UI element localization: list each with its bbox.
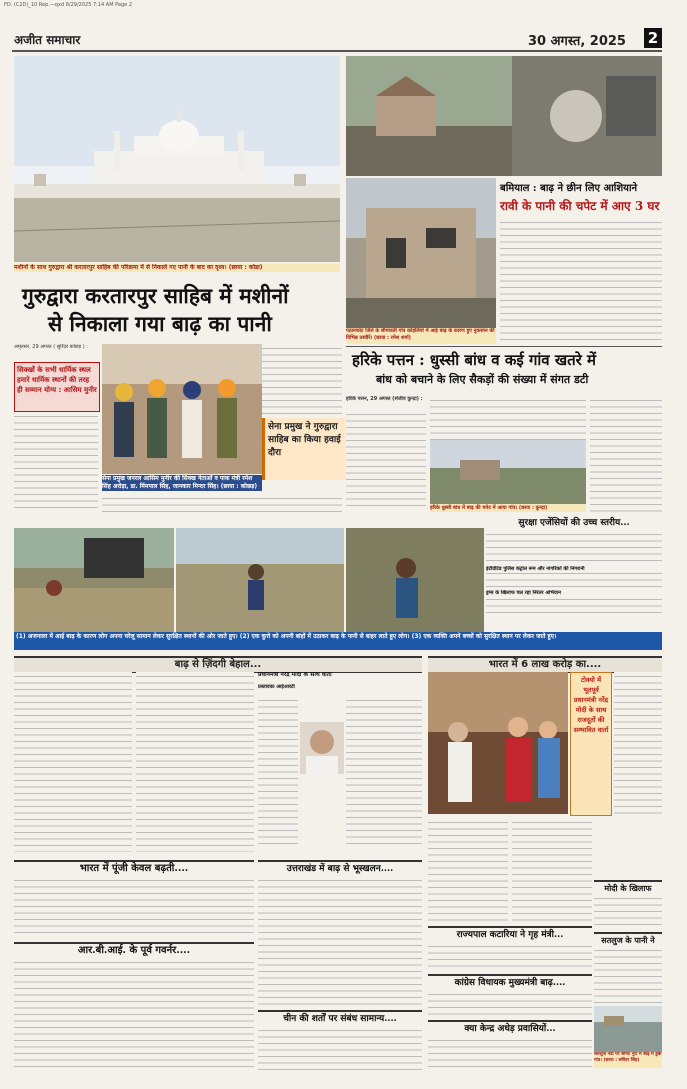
harike-photo bbox=[430, 440, 586, 504]
damaged-house-photo bbox=[346, 178, 496, 328]
security-sub1: इंटीग्रेटिड पुलिस कंट्रोल रूम और नागरिकों की निगरानी bbox=[486, 566, 662, 573]
china-title: चीन की शर्तों पर संबंध सामान्य.... bbox=[258, 1010, 422, 1026]
rajyapal-title: राज्यपाल कटारिया ने गृह मंत्री... bbox=[428, 926, 592, 942]
congress-title: कांग्रेस विधायक मुख्यमंत्री बाढ़.... bbox=[428, 974, 592, 990]
rbi-title: आर.बी.आई. के पूर्व गवर्नर.... bbox=[14, 942, 254, 958]
baadh-title: बाढ़ से ज़िंदगी बेहाल... bbox=[174, 659, 262, 670]
modi-body-col1 bbox=[258, 696, 298, 846]
masthead-rule bbox=[12, 50, 662, 52]
harike-body-col1 bbox=[346, 410, 426, 506]
modi-byline: प्रधानमंत्री नरेंद्र मोदी के साथ वार्ता bbox=[258, 672, 332, 678]
security-box-head bbox=[486, 516, 662, 530]
kartarpur-side-head: सिक्खों के सभी धार्मिक स्थल हमारे धार्मिक स्थानों की तरह ही सम्मान योग्य : आसिम मुनीर bbox=[17, 366, 97, 394]
masthead-name: अजीत समाचार bbox=[14, 33, 81, 47]
tokyo-photo bbox=[428, 672, 568, 814]
puunji-title: भारत में पूंजी केवल बढ़ती.... bbox=[14, 860, 254, 876]
kartarpur-body-col1-text bbox=[14, 412, 98, 508]
uttarakhand-title: उत्तराखंड में बाढ़ से भूस्खलन.... bbox=[258, 860, 422, 876]
baadh-box-title bbox=[14, 656, 422, 673]
harike-body-col3 bbox=[590, 396, 662, 514]
kartarpur-side-box bbox=[14, 362, 100, 412]
harike-subhead: बांध को बचाने के लिए सैकड़ों की संख्या में संगत डटी bbox=[376, 373, 589, 386]
security-title: सुरक्षा एजेंसियों की उच्च स्तरीय... bbox=[518, 518, 630, 528]
leaders-photo-caption: सेना प्रमुख जनरल आसिम मुनीर की सिक्ख नेताओं व पाक मंत्री रमेश सिंह अरोड़ा, डा. मिंमपाल सिंह, जानकार मिन्दर सिंह। (छाया : कोछड़) bbox=[102, 475, 262, 491]
satluj-caption: सतलुज नदी पर सीमेंट नुरा में बाढ़ में डुबा गांव। (छाया : रुबिंदर सिंह) bbox=[594, 1052, 662, 1068]
masthead-date: 30 अगस्त, 2025 bbox=[528, 34, 626, 49]
harike-headline: हरिके पत्तन : धुस्सी बांध व कई गांव खतरे में bbox=[352, 351, 596, 369]
pathankot-caption: पठानकोट जिले के सीमावर्ती गांव कोहलियां में आई बाढ़ के कारण हुए नुकसान की विभिन्न तस्वीरें। (छाया : रमेश शर्मा) bbox=[346, 328, 496, 344]
kya-title: क्या केन्द्र अधेड़ प्रवासियों... bbox=[428, 1020, 592, 1036]
photo-strip-caption: (1) अजनाला में आई बाढ़ के कारण लोग अपना घरेलू सामान लेकर सुरक्षित स्थानों की ओर जाते हुए। (2) एक कुत्ते को अपनी बांहों में उठाकर बाढ़ के पानी से बाहर लाते हुए लोग। (3) एक व्यक्ति अपने बच्चों को सुरक्षित स्थान पर लेकर जाते हुए। bbox=[14, 632, 662, 650]
kartarpur-headline-2: से निकाला गया बाढ़ का पानी bbox=[48, 311, 272, 336]
rbi-body bbox=[14, 958, 254, 1068]
bamiyal-body bbox=[500, 218, 662, 342]
harike-rule bbox=[346, 346, 662, 347]
harike-dateline: हरिके पत्तन, 29 अगस्त (संजीव कुन्द्रा) : bbox=[346, 396, 423, 402]
india-body-col2 bbox=[512, 818, 592, 922]
security-sub2: ड्रग्स के खिलाफ चल रहा निरंतर अभियान bbox=[486, 590, 662, 597]
satluj-photo bbox=[594, 1006, 662, 1052]
kartarpur-photo bbox=[14, 56, 340, 262]
baadh-body-col2 bbox=[136, 672, 254, 852]
kartarpur-headline-1: गुरुद्वारा करतारपुर साहिब में मशीनों bbox=[22, 283, 289, 308]
india-box-head bbox=[428, 656, 662, 673]
kya-body bbox=[428, 1036, 592, 1068]
china-body bbox=[258, 1026, 422, 1070]
modi-body-col2 bbox=[346, 696, 422, 846]
puunji-body bbox=[14, 876, 254, 938]
army-chief-quote bbox=[262, 418, 345, 480]
modi-label: प्रस्तावकः आईआरटी bbox=[258, 684, 295, 690]
modi-abuse-title: मोदी के खिलाफ bbox=[594, 880, 662, 906]
baadh-body-col1 bbox=[14, 672, 132, 852]
pathankot-flood-photo bbox=[346, 56, 662, 176]
portrait-photo bbox=[300, 722, 344, 774]
tokyo-quote-text: टोक्यो में भूतपूर्व प्रधानमंत्री नरेंद्र मोदी के साथ राजदूतों की सम्भावित वार्ता bbox=[573, 676, 609, 734]
rajyapal-body bbox=[428, 942, 592, 970]
india-title: भारत में 6 लाख करोड़ का.... bbox=[488, 659, 602, 670]
bamiyal-kicker: बमियाल : बाढ़ ने छीन लिए आशियाने bbox=[500, 183, 638, 194]
page-number: 2 bbox=[644, 28, 662, 48]
india-body-col1 bbox=[428, 818, 508, 922]
india-body-col3 bbox=[614, 672, 662, 814]
print-slug: FD. (C2D)_10 Rep.—qxd 8/29/2025 7:14 AM Page 2 bbox=[4, 2, 133, 8]
kartarpur-caption: मशीनों के साथ गुरुद्वारा श्री करतारपुर साहिब की परिक्रमा में से निकाले गए पानी के बाद का दृश्य। (छाया : कोडा) bbox=[14, 264, 340, 272]
bamiyal-headline: रावी के पानी की चपेट में आए 3 घर bbox=[500, 199, 660, 213]
security-body bbox=[486, 530, 662, 618]
satluj-title: सतलुज के पानी ने bbox=[594, 932, 662, 958]
ajnala-photo-1 bbox=[14, 528, 174, 632]
ajnala-photo-3 bbox=[346, 528, 484, 632]
kartarpur-body-bottom bbox=[102, 494, 342, 516]
ajnala-photo-2 bbox=[176, 528, 344, 632]
satluj-body bbox=[594, 946, 662, 1004]
uttarakhand-body bbox=[258, 876, 422, 1006]
harike-caption: हरिके धुस्सी बांध में बाढ़ की चपेट में आया गांव। (छाया : कुन्द्रा) bbox=[430, 504, 586, 512]
army-chief-quote-text: सेना प्रमुख ने गुरुद्वारा साहिब का किया हवाई दौरा bbox=[268, 422, 341, 458]
kartarpur-body-col3 bbox=[262, 344, 342, 416]
congress-body bbox=[428, 990, 592, 1018]
leaders-photo bbox=[102, 344, 262, 474]
tokyo-quote bbox=[570, 672, 612, 816]
modi-abuse-body bbox=[594, 894, 662, 928]
kartarpur-dateline: अमृतसर, 29 अगस्त ( सुरिंदर कोछड़ ) : bbox=[14, 344, 88, 350]
